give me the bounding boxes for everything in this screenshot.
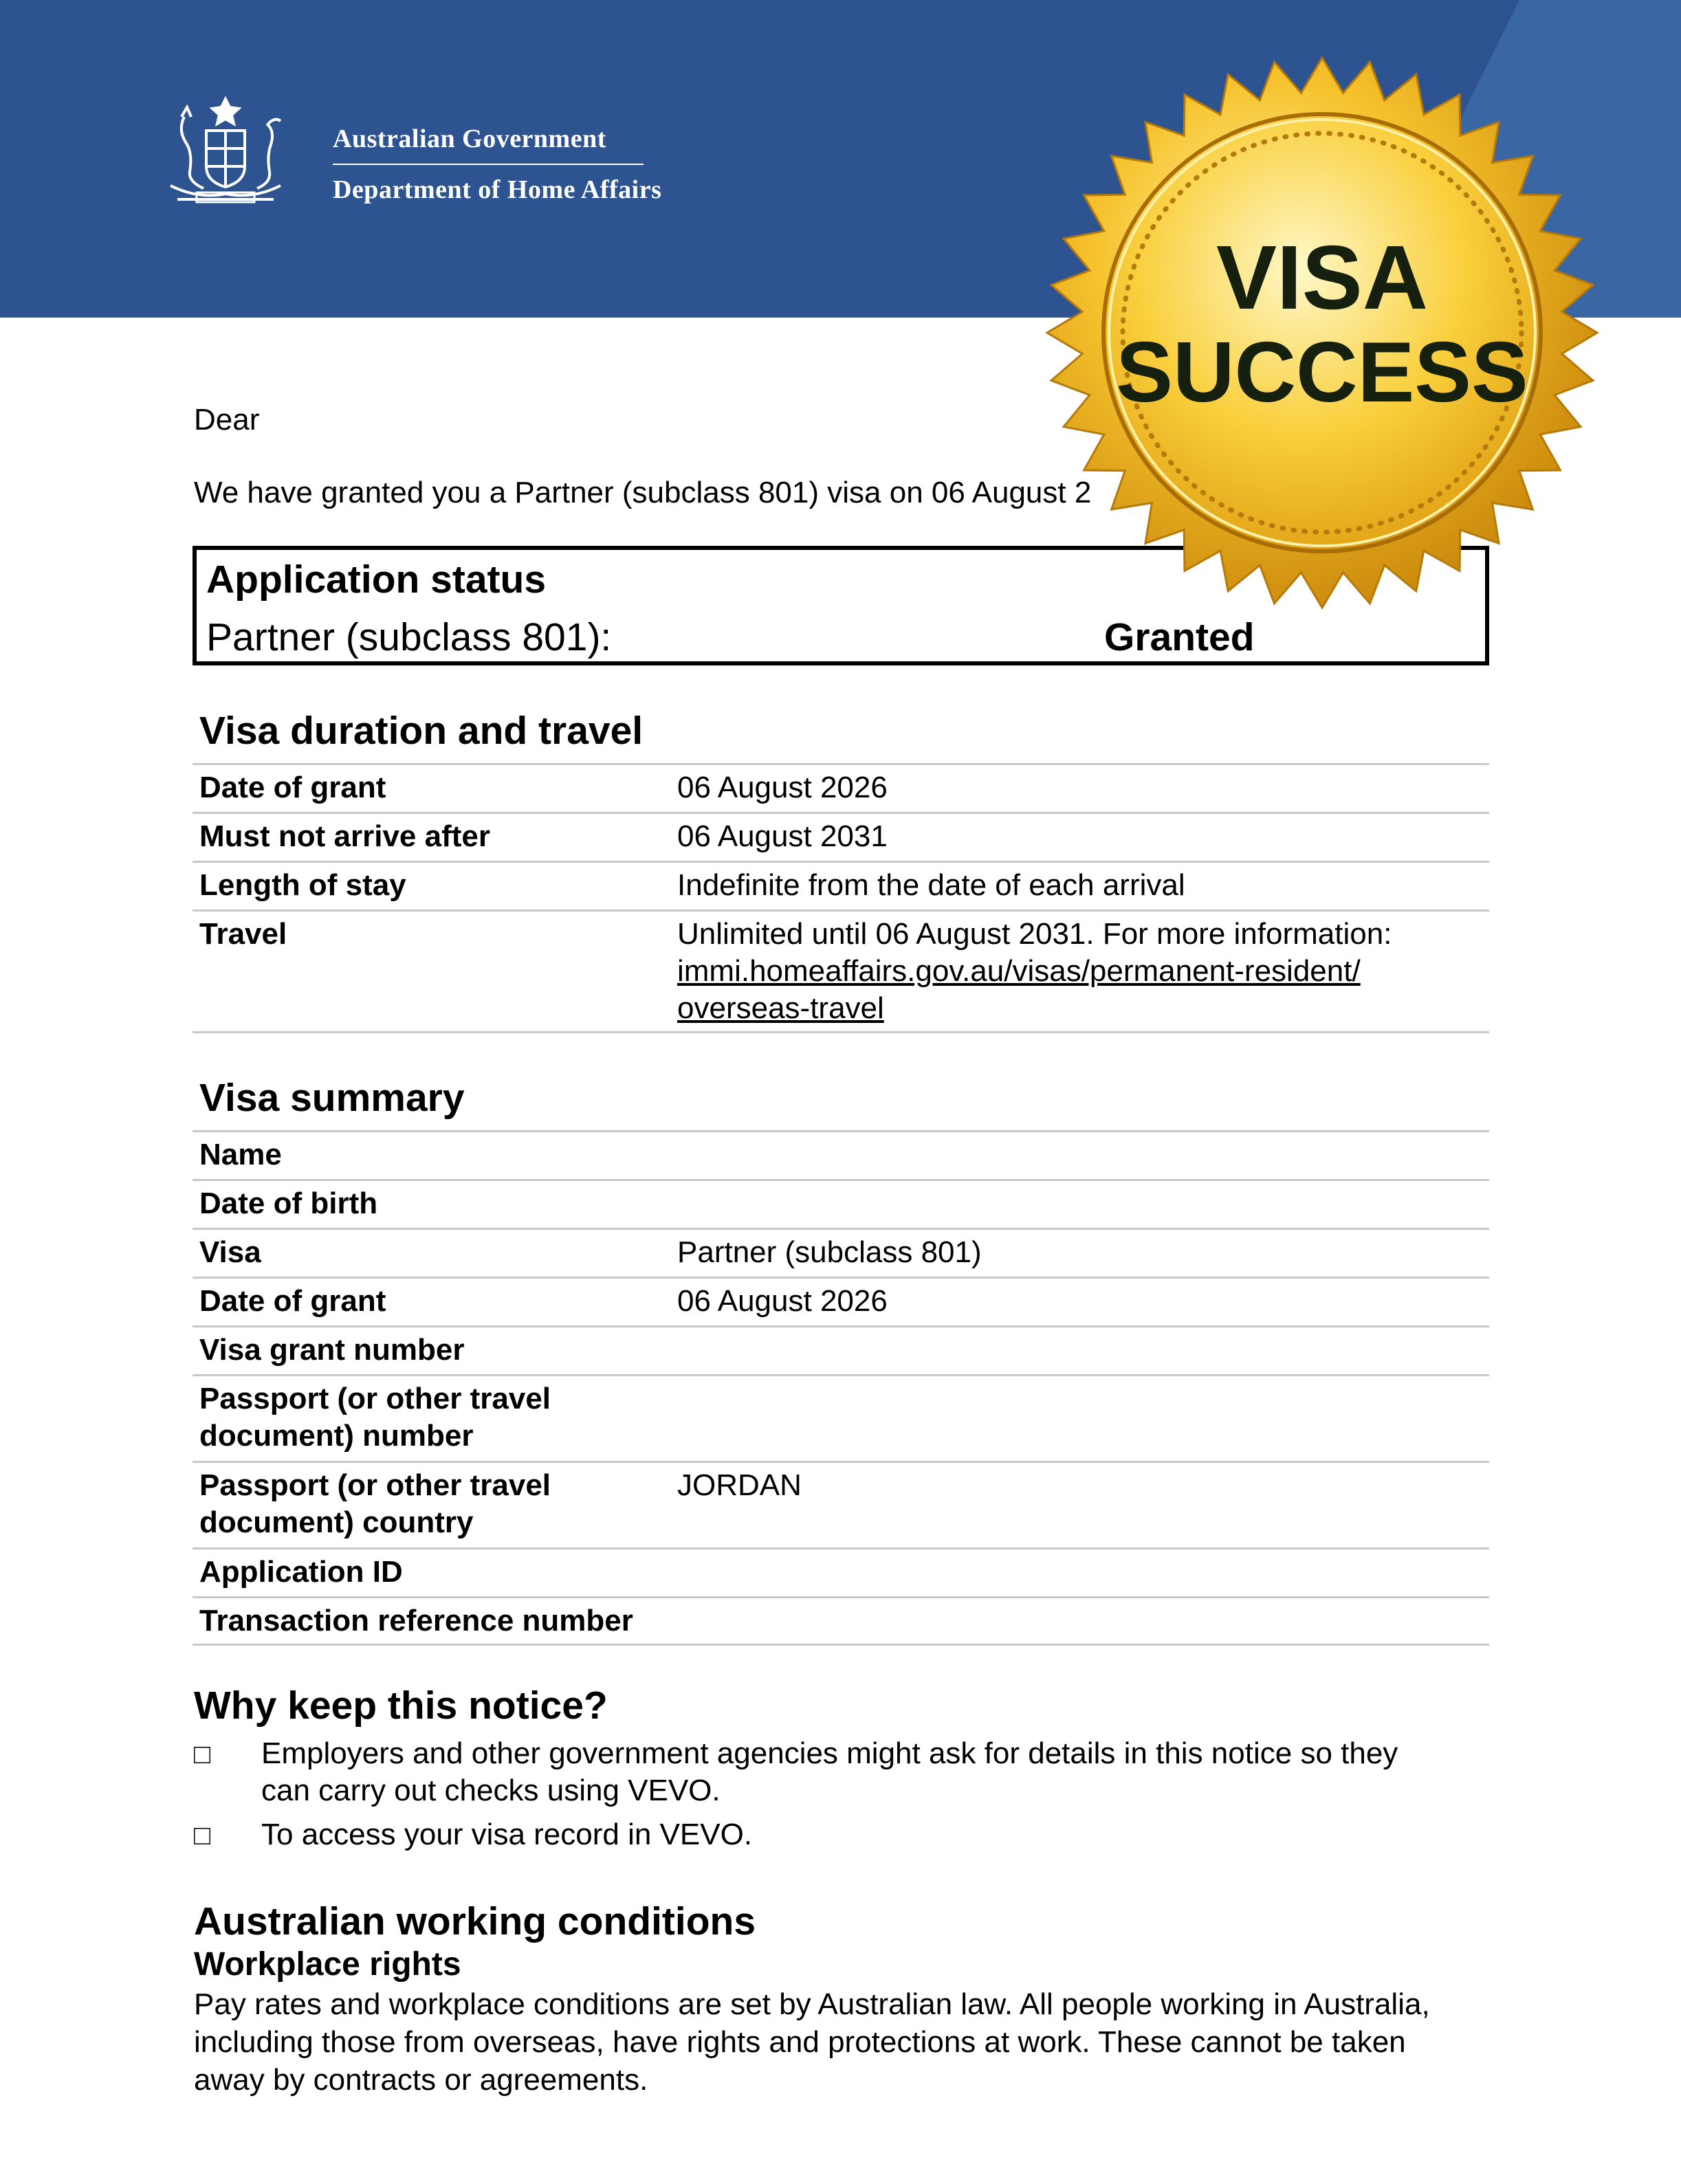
table-row: [193, 812, 1489, 861]
government-name: Australian Government: [333, 124, 606, 153]
row-label: Travel: [199, 917, 287, 951]
row-label: Date of birth: [199, 1187, 378, 1220]
row-label: [199, 1380, 667, 1455]
table-row: [193, 763, 1489, 812]
header-divider: [333, 164, 644, 165]
list-item-line: Employers and other government agencies might ask for details in this notice so they: [261, 1736, 1398, 1770]
intro-text: We have granted you a Partner (subclass 801) visa on 06 August 2: [194, 476, 1092, 509]
workplace-rights-paragraph: [194, 1985, 1500, 2099]
row-label: [199, 1467, 667, 1541]
bullet-icon: □: [194, 1820, 211, 1851]
seal-line1: VISA: [1216, 227, 1429, 328]
table-row: [193, 1547, 1489, 1596]
row-label: Visa: [199, 1235, 261, 1269]
row-value: Partner (subclass 801): [677, 1235, 982, 1269]
table-row: [193, 1179, 1489, 1228]
row-label-line: document) number: [199, 1419, 474, 1453]
salutation: Dear: [194, 403, 260, 437]
row-label: Name: [199, 1138, 282, 1171]
travel-link-continued[interactable]: overseas-travel: [677, 991, 884, 1025]
row-label: Must not arrive after: [199, 819, 490, 853]
paragraph-line: Pay rates and workplace conditions are set by Australian law. All people working in Australia,: [194, 1987, 1430, 2021]
row-label: Transaction reference number: [199, 1604, 633, 1637]
row-value: JORDAN: [677, 1468, 802, 1502]
table-row: [193, 1374, 1489, 1461]
workplace-rights-subheading: Workplace rights: [194, 1946, 461, 1983]
row-label: Visa grant number: [199, 1333, 465, 1367]
working-heading: Australian working conditions: [194, 1899, 756, 1943]
row-value: 06 August 2026: [677, 771, 888, 804]
department-name: Department of Home Affairs: [333, 175, 662, 204]
visa-success-seal: [1037, 51, 1607, 615]
list-item-line: To access your visa record in VEVO.: [261, 1818, 753, 1851]
summary-table: [193, 1130, 1489, 1646]
table-row: [193, 1130, 1489, 1179]
table-row: [193, 1277, 1489, 1325]
seal-line2: SUCCESS: [1116, 325, 1528, 420]
status-visa-label: Partner (subclass 801):: [206, 615, 612, 659]
duration-heading: Visa duration and travel: [199, 709, 644, 753]
table-row: [193, 1325, 1489, 1374]
row-label-line: Passport (or other travel: [199, 1382, 551, 1415]
list-item-line: can carry out checks using VEVO.: [261, 1774, 721, 1807]
travel-text: Unlimited until 06 August 2031. For more information:: [677, 917, 1392, 951]
row-label-line: document) country: [199, 1505, 474, 1539]
list-item: [261, 1816, 1485, 1853]
row-value: 06 August 2031: [677, 819, 888, 853]
status-title: Application status: [206, 558, 547, 602]
row-value: [677, 916, 1482, 1027]
row-label: Date of grant: [199, 771, 386, 804]
summary-heading: Visa summary: [199, 1076, 465, 1120]
travel-link[interactable]: immi.homeaffairs.gov.au/visas/permanent-resident/: [677, 954, 1361, 988]
table-row: [193, 861, 1489, 909]
row-label: Application ID: [199, 1555, 403, 1589]
table-row: [193, 909, 1489, 1033]
row-value: 06 August 2026: [677, 1284, 888, 1318]
row-label: Date of grant: [199, 1284, 386, 1318]
row-label-line: Passport (or other travel: [199, 1468, 551, 1502]
status-value: Granted: [1104, 615, 1255, 659]
paragraph-line: away by contracts or agreements.: [194, 2063, 648, 2097]
row-value: Indefinite from the date of each arrival: [677, 868, 1185, 902]
row-label: Length of stay: [199, 868, 406, 902]
duration-table: [193, 763, 1489, 1033]
notice-heading: Why keep this notice?: [194, 1684, 608, 1728]
table-row: [193, 1596, 1489, 1646]
paragraph-line: including those from overseas, have rights and protections at work. These cannot be taken: [194, 2025, 1406, 2059]
bullet-icon: □: [194, 1739, 211, 1769]
table-row: [193, 1228, 1489, 1277]
table-row: [193, 1461, 1489, 1547]
coat-of-arms-icon: [157, 89, 294, 213]
list-item: [261, 1735, 1485, 1809]
